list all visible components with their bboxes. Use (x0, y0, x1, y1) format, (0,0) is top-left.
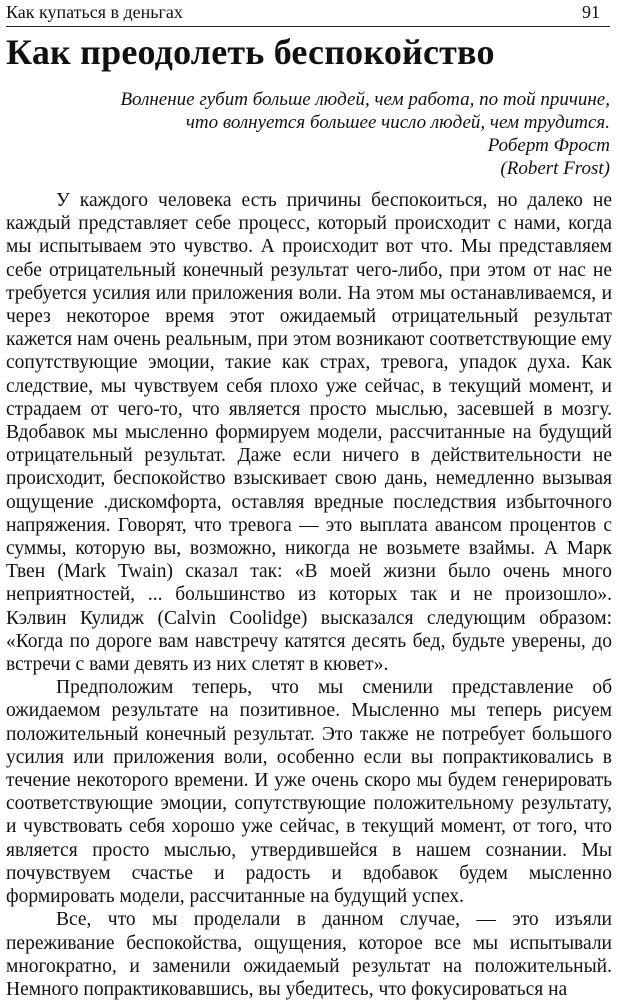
running-header (6, 0, 610, 27)
chapter-title: Как преодолеть беспокойство (6, 32, 495, 72)
epigraph-line: Волнение губит больше людей, чем работа, по той причине, (120, 89, 610, 110)
page-number: 91 (582, 2, 600, 22)
body-text (6, 189, 612, 1001)
epigraph-author: Роберт Фрост (487, 135, 610, 156)
paragraph: У каждого человека есть причины беспокоиться, но далеко не каждый представляет себе процесс, который происходит с нами, когда мы испытываем это чувство. А происходит вот что. Мы представляем себе отрицательный конечный результат чего-либо, при этом от нас не требуется усилия или приложения воли. На этом мы останавливаемся, и через некоторое время этот ожидаемый отрицательный результат кажется нам очень реальным, при этом возникают соответствующие ему сопутствующие эмоции, такие как страх, тревога, упадок духа. Как следствие, мы чувствуем себя плохо уже сейчас, в текущий момент, и страдаем от чего-то, что является просто мыслью, засевшей в мозгу. Вдобавок мы мысленно формируем модели, рассчитанные на будущий отрицательный результат. Даже если ничего в действительности не происходит, беспокойство взыскивает свою дань, немедленно вызывая ощущение .дискомфорта, оставляя вредные последствия избыточного напряжения. Говорят, что тревога — это выплата авансом процентов с суммы, которую вы, возможно, никогда не возьмете взаймы. А Марк Твен (Mark Twain) сказал так: «В моей жизни было очень много неприятностей, ... большинство из которых так и не произошло». Кэлвин Кулидж (Calvin Coolidge) высказался следующим образом: «Когда по дороге вам навстречу катятся десять бед, будьте уверены, до встречи с вами девять из них слетят в кювет». (6, 190, 612, 676)
paragraph: Все, что мы проделали в данном случае, — это изъяли переживание беспокойства, ощущения, которое все мы испытывали многократно, и заменили ожидаемый результат на положительный. Немного попрактиковавшись, вы убедитесь, что фокусироваться на (6, 909, 612, 1000)
paragraph: Предположим теперь, что мы сменили представление об ожидаемом результате на позитивное. Мысленно мы теперь рисуем положительный конечный результат. Это также не потребует большого усилия или приложения воли, особенно если вы попрактиковались в течение некоторого времени. И уже очень скоро мы будем генерировать соответствующие эмоции, сопутствующие положительному результату, и чувствовать себя хорошо уже сейчас, в текущий момент, от того, что является просто мыслью, утвердившейся в нашем сознании. Мы почувствуем счастье и радость и вдобавок будем мысленно формировать модели, рассчитанные на будущий успех. (6, 677, 612, 908)
epigraph-author-latin: (Robert Frost) (500, 158, 610, 179)
epigraph (60, 88, 610, 180)
running-title: Как купаться в деньгах (6, 2, 183, 22)
epigraph-line: что волнуется большее число людей, чем трудится. (185, 112, 610, 133)
